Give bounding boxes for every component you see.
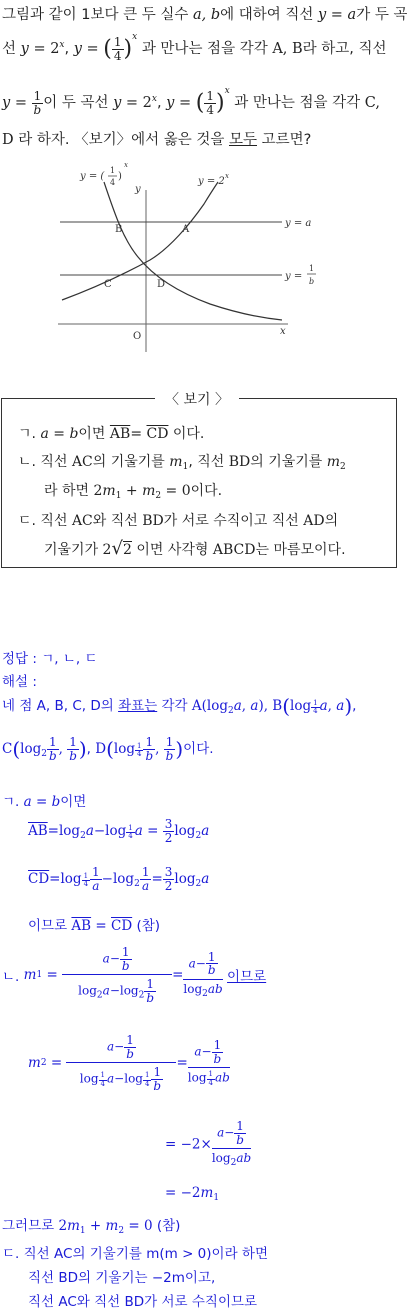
label-point-c: C xyxy=(104,279,112,290)
eq-y-2x: y xyxy=(20,41,29,57)
problem-text: 고르면? xyxy=(261,132,312,148)
bogi-mark: ㄷ. xyxy=(18,513,36,529)
svg-text:b: b xyxy=(309,277,315,286)
function-graph xyxy=(0,152,400,372)
problem-points: C, xyxy=(364,95,380,111)
g-cond: 이면 xyxy=(60,794,87,810)
svg-text:1: 1 xyxy=(309,264,315,273)
label-line-1b: y = xyxy=(285,271,303,282)
n-m2-simplified: = −2× a− $\frac{1}{b}$ $\log_2ab$ xyxy=(165,1119,252,1169)
true-tag: (참) xyxy=(156,1218,181,1234)
problem-line-4 xyxy=(2,128,311,149)
problem-emphasis: 모두 xyxy=(228,132,257,148)
g-mark: ㄱ. xyxy=(2,794,20,810)
svg-text:): ) xyxy=(118,171,122,182)
problem-eq: y = a xyxy=(318,7,357,23)
problem-text: 그림과 같이 1보다 큰 두 실수 xyxy=(2,7,189,23)
n-m1: ㄴ. m1 = a− $\frac{1}{b}$ $\log_2a-\log_2$ $\frac{1}{b}$ = a− $\frac{1}{b}$ $\log_2ab$ 이므로 xyxy=(2,945,267,1005)
bogi-item-3: ㄷ. 직선 AC와 직선 BD가 서로 수직이고 직선 AD의 xyxy=(18,513,339,529)
problem-text: 과 만나는 점을 각각 xyxy=(234,95,361,111)
coords-is: 이다. xyxy=(183,741,214,758)
label-point-d: D xyxy=(157,279,166,290)
g-conclusion: 이므로 $\overline{AB} = \overline{CD}$ (참) xyxy=(28,918,161,934)
bogi-item-3b: 기울기가 2√2 이면 사각형 ABCD는 마름모이다. xyxy=(44,538,346,559)
coords-line-2: $C(\log_2$ $\frac{1}{b}$ , $\frac{1}{b}$ ), D(log $\frac{1}{4}$ $\frac{1}{b}$ , $\frac{1}{b}$ )이다. xyxy=(2,735,214,763)
d-mark: ㄷ. xyxy=(2,1246,20,1262)
problem-text: 라 하자. 〈보기〉에서 옳은 것을 xyxy=(18,132,225,148)
n-conclusion: 그러므로 $2m_1 + m_2 = 0$ (참) xyxy=(2,1218,181,1236)
svg-text:1: 1 xyxy=(110,166,116,175)
bogi-item-2: ㄴ. 직선 AC의 기울기를 $m_1$, 직선 BD의 기울기를 $m_2$ xyxy=(18,454,346,472)
answer-label: 정답 : xyxy=(2,651,37,667)
d-line-2: 직선 BD의 기울기는 −2m이고, xyxy=(28,1270,216,1286)
n-m2: m2 = a− $\frac{1}{b}$ log $\frac{1}{4}$ a−log $\frac{1}{4}$ $\frac{1}{b}$ = a− $\frac{1}{b}$ log $\frac{1}{4}$ ab xyxy=(28,1033,230,1093)
true-tag: (참) xyxy=(136,918,161,934)
n-mark: ㄴ. xyxy=(2,969,20,986)
label-point-b: B xyxy=(115,224,123,235)
coords-word: 좌표는 xyxy=(118,698,158,714)
problem-points: D xyxy=(2,132,14,148)
problem-line-1 xyxy=(2,3,407,24)
bogi-title: 〈 보기 〉 xyxy=(155,389,239,407)
bogi-item-2b: 라 하면 $2m_1 + m_2 = 0$이다. xyxy=(44,483,223,501)
svg-text:x: x xyxy=(225,172,229,180)
explain-label: 해설 : xyxy=(2,674,37,690)
label-line-a: y = a xyxy=(285,218,312,229)
d-line-1 xyxy=(2,1242,268,1262)
problem-text: 이 두 곡선 xyxy=(43,95,109,111)
problem-points: A, B xyxy=(272,41,303,57)
problem-vars: a, b xyxy=(192,7,221,23)
d-text-1: 직선 AC의 기울기를 m(m > 0)이라 하면 xyxy=(23,1246,268,1262)
label-x-axis: x xyxy=(280,326,286,337)
g-eq-cd: $\overline{CD}=\log$ $\frac{1}{4}$ $\frac{1}{a}$ $-\log_2$ $\frac{1}{a}$ = $\frac{3}{2}$ $\log_2a$ xyxy=(28,865,210,893)
answer-line xyxy=(2,647,98,667)
label-curve-left: y = ( xyxy=(80,171,105,182)
problem-text: 라 하고, 직선 xyxy=(302,41,387,57)
problem-text: 과 만나는 점을 각각 xyxy=(141,41,268,57)
answer-value: ㄱ, ㄴ, ㄷ xyxy=(41,651,98,667)
bogi-item-1: ㄱ. a = b이면 $\overline{AB}= \overline{CD}$ 이다. xyxy=(18,426,205,442)
bogi-mark: ㄴ. xyxy=(18,454,36,470)
problem-line-2: 선 $y = 2^x$, y = ( $\frac{1}{4}$ )$^x$ 과 만나는 점을 각각 A, B라 하고, 직선 xyxy=(2,32,387,63)
n-m2-result: = $-2m_1$ xyxy=(165,1185,220,1203)
coords-intro: 네 점 A, B, C, D의 xyxy=(2,698,114,714)
problem-text: 선 xyxy=(2,41,17,57)
svg-text:4: 4 xyxy=(110,178,116,187)
label-point-a: A xyxy=(182,224,190,235)
d-line-3: 직선 AC와 직선 BD가 서로 수직이므로 xyxy=(28,1294,258,1310)
svg-text:x: x xyxy=(124,161,128,169)
curve-quarter-power xyxy=(104,182,282,320)
label-curve-right: y = 2 xyxy=(198,176,225,187)
n-conclusion-text: 그러므로 xyxy=(2,1218,55,1234)
label-origin: O xyxy=(133,331,142,342)
g-eq-ab: $\overline{AB}=\log_2a-\log$ $\frac{1}{4}$ a = $\frac{3}{2}$ $\log_2a$ xyxy=(28,817,210,845)
label-y-axis: y xyxy=(135,184,141,195)
problem-line-3: y = $\frac{1}{b}$ 이 두 곡선 $y = 2^x$, y = ( $\frac{1}{4}$ )$^x$ 과 만나는 점을 각각 C, xyxy=(2,86,380,117)
curve-two-power xyxy=(62,182,218,300)
g-line: ㄱ. a = b이면 xyxy=(2,794,87,810)
coords-mid: 각각 xyxy=(161,698,188,714)
n-therefore: 이므로 xyxy=(227,969,267,986)
bogi-mark: ㄱ. xyxy=(18,426,36,442)
problem-text: 가 두 곡 xyxy=(356,7,407,23)
problem-text: 에 대하여 직선 xyxy=(220,7,314,23)
coords-line-1: 네 점 A, B, C, D의 좌표는 각각 $A(\log_2a$, a), B(log $\frac{1}{4}$ a, a), xyxy=(2,694,357,718)
g-conclusion-text: 이므로 xyxy=(28,918,68,934)
